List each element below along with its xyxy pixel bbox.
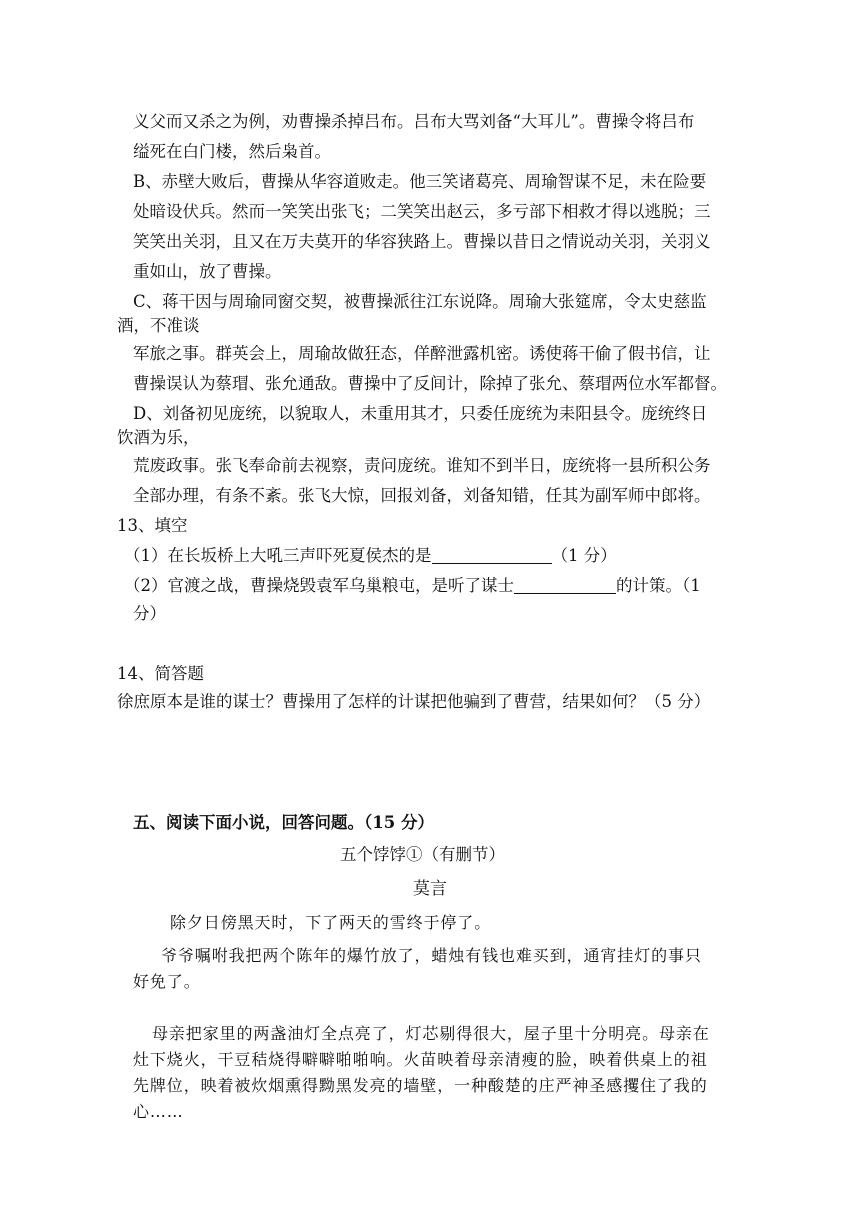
option-d-line: 饮酒为乐， [117,428,200,447]
story-paragraph-1: 除夕日傍黑天时，下了两天的雪终于停了。 [170,913,492,932]
section-5-heading: 五、阅读下面小说，回答问题。（15 分） [133,813,434,832]
question-13-item-2 [124,573,701,599]
question-14-text: 徐庶原本是谁的谋士？曹操用了怎样的计谋把他骗到了曹营，结果如何？（5 分） [117,692,711,711]
score-label: （1 分） [551,546,617,565]
question-13-item-1 [124,543,617,569]
fill-in-prompt: （1）在长坂桥上大吼三声吓死夏侯杰的是 [124,546,432,565]
question-14-heading: 14、简答题 [117,664,204,683]
story-paragraph-2-line: 爷爷嘱咐我把两个陈年的爆竹放了，蜡烛有钱也难买到，通宵挂灯的事只 [161,946,702,965]
option-c-line: 酒，不准谈 [117,316,200,335]
answer-blank[interactable] [432,545,552,564]
option-b-line: 笑笑出关羽，且又在万夫莫开的华容狭路上。曹操以昔日之情说动关羽，关羽义 [133,232,711,251]
story-title: 五个饽饽①（有删节） [340,845,505,864]
option-d-line: 全部办理，有条不紊。张飞大惊，回报刘备，刘备知错，任其为副军师中郎将。 [133,486,711,505]
option-c-line: 军旅之事。群英会上，周瑜故做狂态，佯醉泄露机密。诱使蒋干偷了假书信，让 [133,344,711,363]
question-13-heading: 13、填空 [117,516,188,535]
option-b-line: 重如山，放了曹操。 [133,262,282,281]
fill-in-prompt: （2）官渡之战，曹操烧毁袁军乌巢粮屯，是听了谋士 [124,576,514,595]
option-d-line: D、刘备初见庞统，以貌取人，未重用其才，只委任庞统为耒阳县令。庞统终日 [133,404,708,423]
option-c-line: C、蒋干因与周瑜同窗交契，被曹操派往江东说降。周瑜大张筵席，令太史慈监 [133,292,707,311]
story-paragraph-2-line: 好免了。 [133,972,201,991]
option-b-line: 处暗设伏兵。然而一笑笑出张飞；二笑笑出赵云，多亏部下相救才得以逃脱；三 [133,202,711,221]
option-b-line: B、赤壁大败后，曹操从华容道败走。他三笑诸葛亮、周瑜智谋不足，未在险要 [133,172,707,191]
q12-continuation-line: 义父而又杀之为例，劝曹操杀掉吕布。吕布大骂刘备“大耳儿”。曹操令将吕布 [133,112,695,131]
story-paragraph-3-line: 先牌位，映着被炊烟熏得黝黑发亮的墙壁，一种酸楚的庄严神圣感攫住了我的 [133,1076,708,1095]
option-c-line: 曹操误认为蔡瑁、张允通敌。曹操中了反间计，除掉了张允、蔡瑁两位水军都督。 [133,374,727,393]
story-paragraph-3-line: 心…… [133,1102,184,1121]
question-13-item-2-wrap: 分） [133,604,166,623]
option-d-line: 荒废政事。张飞奉命前去视察，责问庞统。谁知不到半日，庞统将一县所积公务 [133,456,711,475]
answer-blank[interactable] [514,575,616,594]
story-paragraph-3-line: 灶下烧火，干豆秸烧得噼噼啪啪响。火苗映着母亲清瘦的脸，映着供桌上的祖 [133,1050,708,1069]
q12-continuation-line: 缢死在白门楼，然后枭首。 [133,142,331,161]
story-paragraph-3-line: 母亲把家里的两盏油灯全点亮了，灯芯剔得很大，屋子里十分明亮。母亲在 [152,1024,710,1043]
story-author: 莫言 [413,879,447,899]
score-label: 的计策。（1 [616,576,701,595]
